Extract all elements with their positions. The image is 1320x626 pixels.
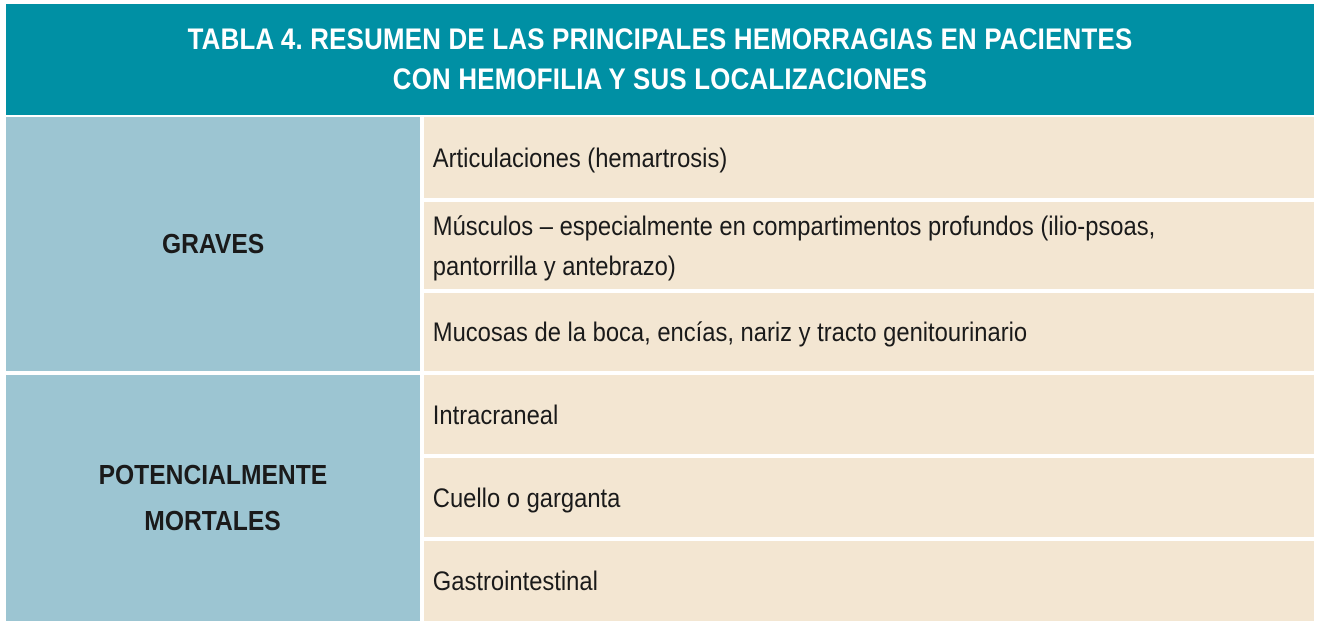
table-title-line-1: TABLA 4. RESUMEN DE LAS PRINCIPALES HEMORRAGIAS EN PACIENTES — [187, 22, 1133, 56]
table-header — [6, 4, 1314, 115]
table-title-line-2: CON HEMOFILIA Y SUS LOCALIZACIONES — [392, 62, 928, 96]
table-row — [424, 117, 1314, 198]
table-row — [424, 202, 1314, 289]
table-row — [424, 375, 1314, 454]
row-text: Cuello o garganta — [432, 482, 621, 513]
row-text: Articulaciones (hemartrosis) — [432, 142, 728, 173]
row-text: Músculos – especialmente en compartimentos profundos (ilio-psoas, pantorrilla y antebrazo) — [432, 210, 1156, 281]
hemorrhage-table — [6, 4, 1314, 621]
table-row — [424, 458, 1314, 537]
category-potencialmente-mortales — [6, 375, 420, 621]
category-label-line-2: MORTALES — [144, 505, 282, 536]
table-row — [424, 541, 1314, 621]
row-text: Gastrointestinal — [432, 566, 598, 596]
table-title — [98, 4, 1223, 115]
category-graves — [6, 117, 420, 371]
row-text: Mucosas de la boca, encías, nariz y tracto genitourinario — [432, 317, 1028, 347]
category-label-line-1: POTENCIALMENTE — [98, 459, 328, 490]
category-label: GRAVES — [161, 228, 265, 259]
table-row — [424, 293, 1314, 371]
row-text: Intracraneal — [432, 399, 559, 430]
